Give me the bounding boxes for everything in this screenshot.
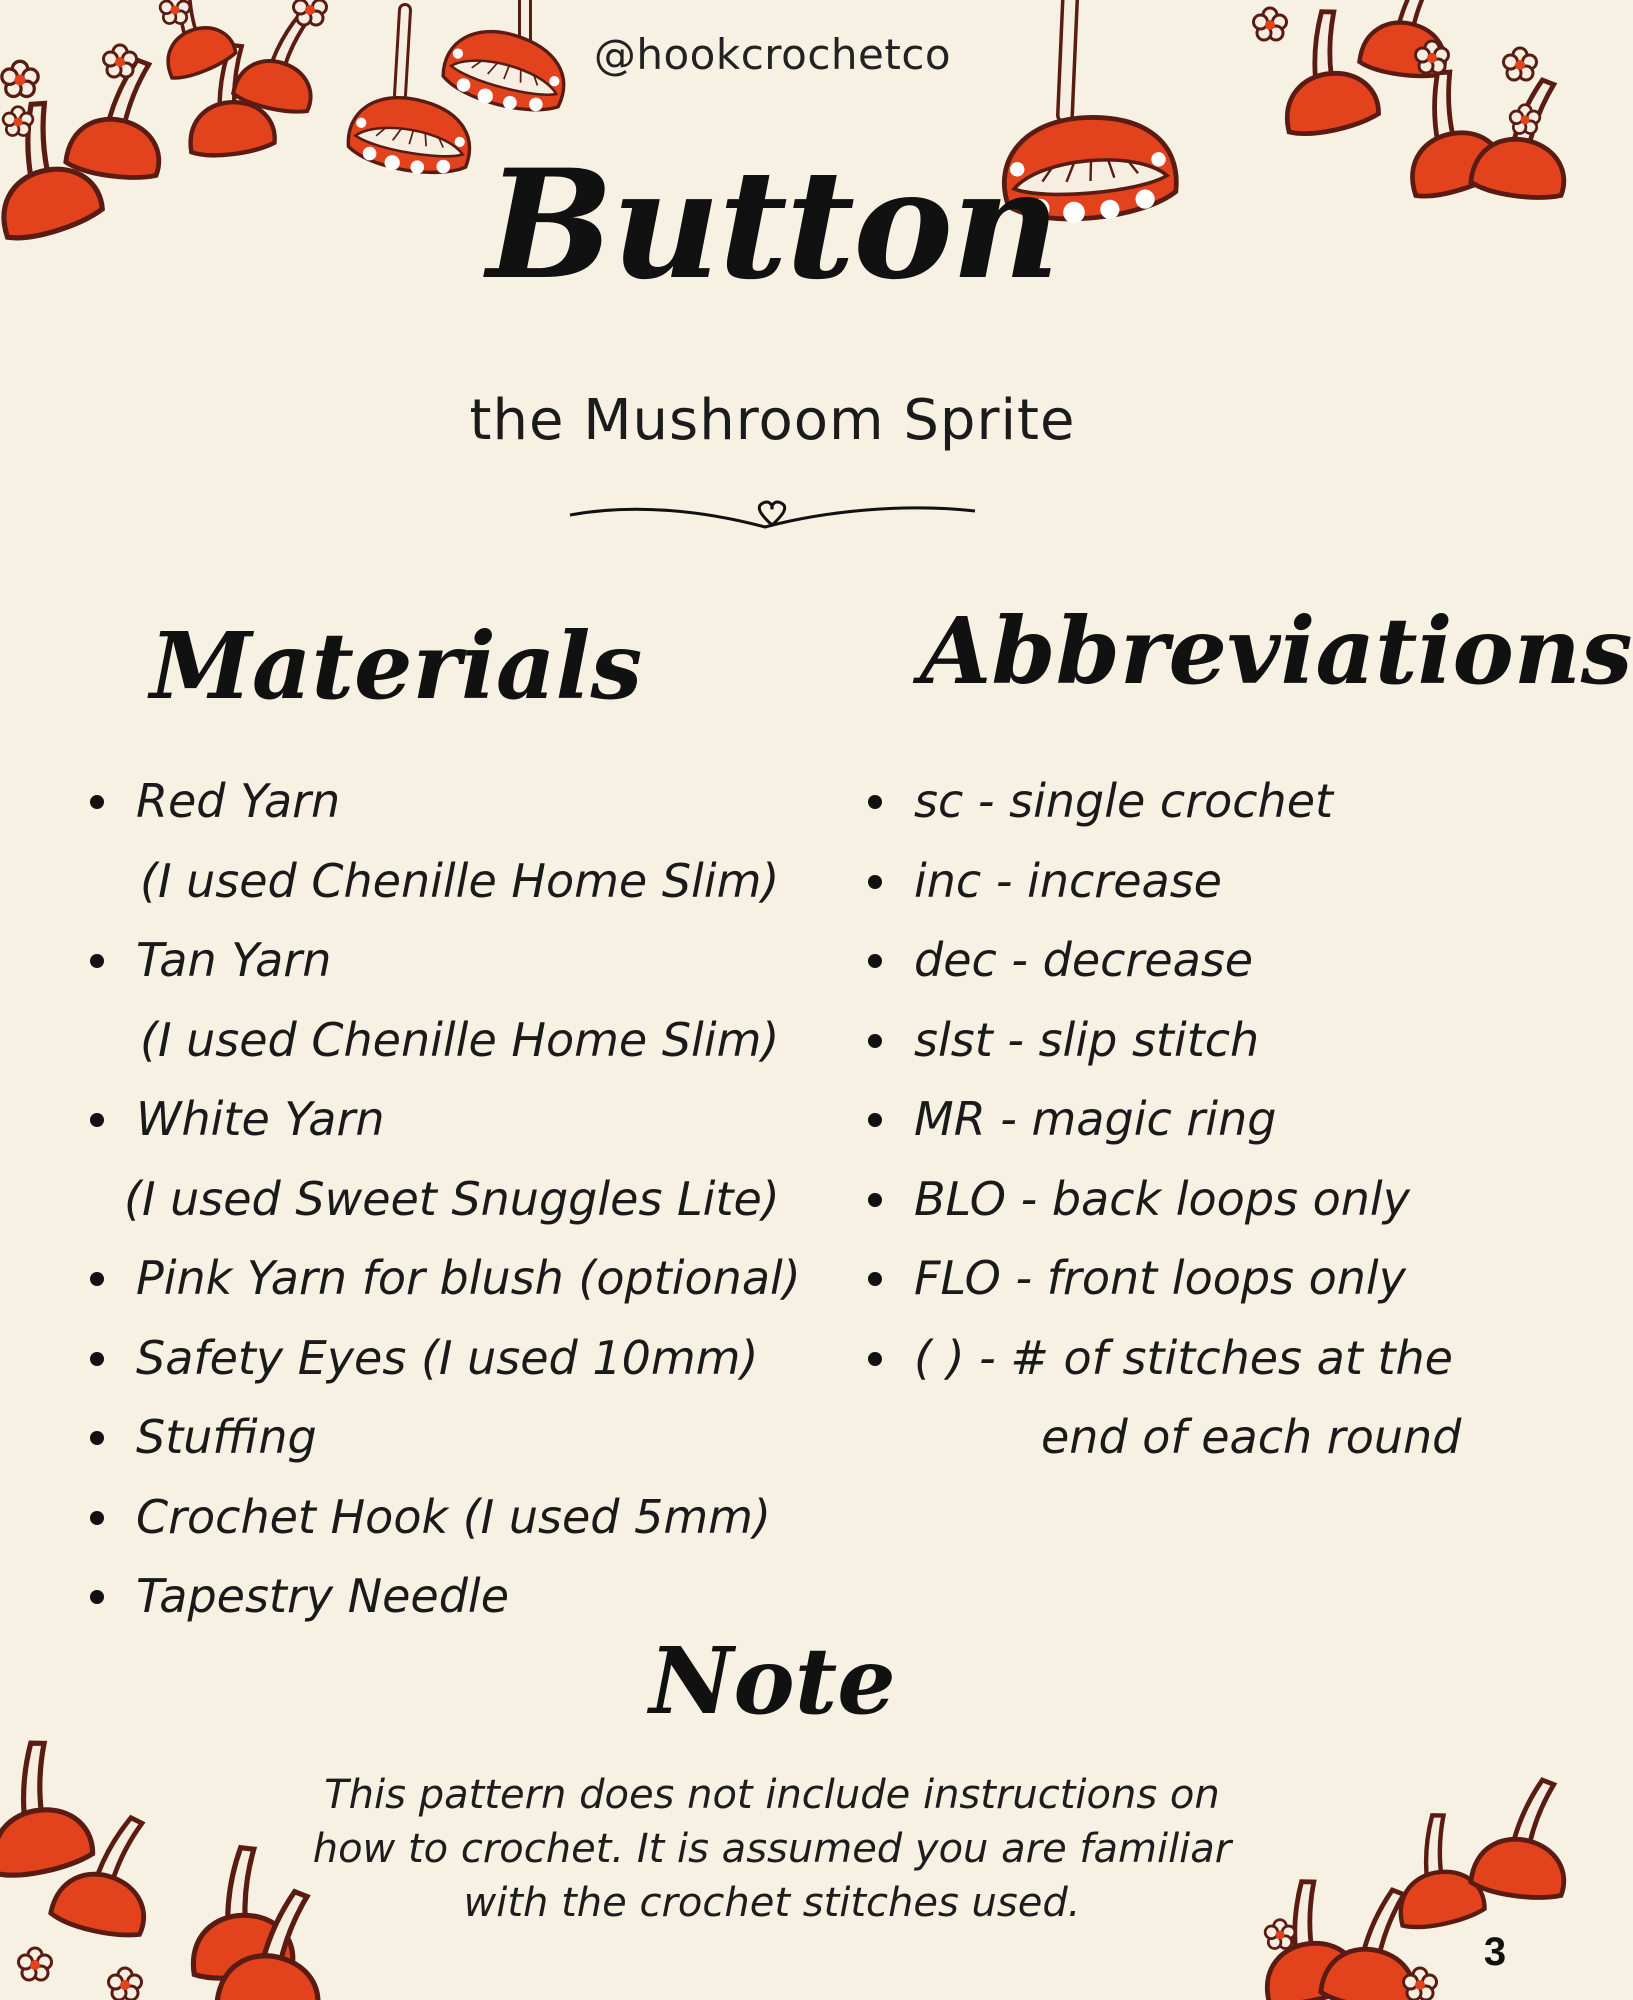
pattern-subtitle: the Mushroom Sprite (469, 388, 1076, 453)
list-item: Stuffing (86, 1398, 801, 1478)
list-item: Pink Yarn for blush (optional) (86, 1239, 801, 1319)
list-item: White Yarn (I used Sweet Snuggles Lite) (86, 1080, 801, 1239)
list-item: Tan Yarn (I used Chenille Home Slim) (86, 921, 801, 1080)
list-item: MR - magic ring (864, 1080, 1461, 1160)
note-text: This pattern does not include instructions on how to crochet. It is assumed you are familiar with the crochet stitches used. (312, 1772, 1232, 1926)
list-item: sc - single crochet (864, 762, 1461, 842)
heart-divider-icon (565, 495, 980, 545)
list-item: Crochet Hook (I used 5mm) (86, 1478, 801, 1558)
note-heading: Note (649, 1627, 896, 1735)
list-item: dec - decrease (864, 921, 1461, 1001)
pattern-title: Button (486, 137, 1059, 313)
list-item: Safety Eyes (I used 10mm) (86, 1319, 801, 1399)
list-item: ( ) - # of stitches at the end of each round (864, 1319, 1461, 1478)
list-item: inc - increase (864, 842, 1461, 922)
list-item: BLO - back loops only (864, 1160, 1461, 1240)
list-item: FLO - front loops only (864, 1239, 1461, 1319)
materials-heading: Materials (150, 612, 643, 720)
abbreviations-heading: Abbreviations (920, 597, 1633, 705)
abbreviations-list (864, 762, 1461, 1478)
list-item: Red Yarn (I used Chenille Home Slim) (86, 762, 801, 921)
list-item: Tapestry Needle (86, 1557, 801, 1637)
list-item: slst - slip stitch (864, 1001, 1461, 1081)
page-number: 3 (1483, 1930, 1507, 1974)
materials-list (86, 762, 801, 1637)
instagram-handle: @hookcrochetco (593, 30, 952, 79)
